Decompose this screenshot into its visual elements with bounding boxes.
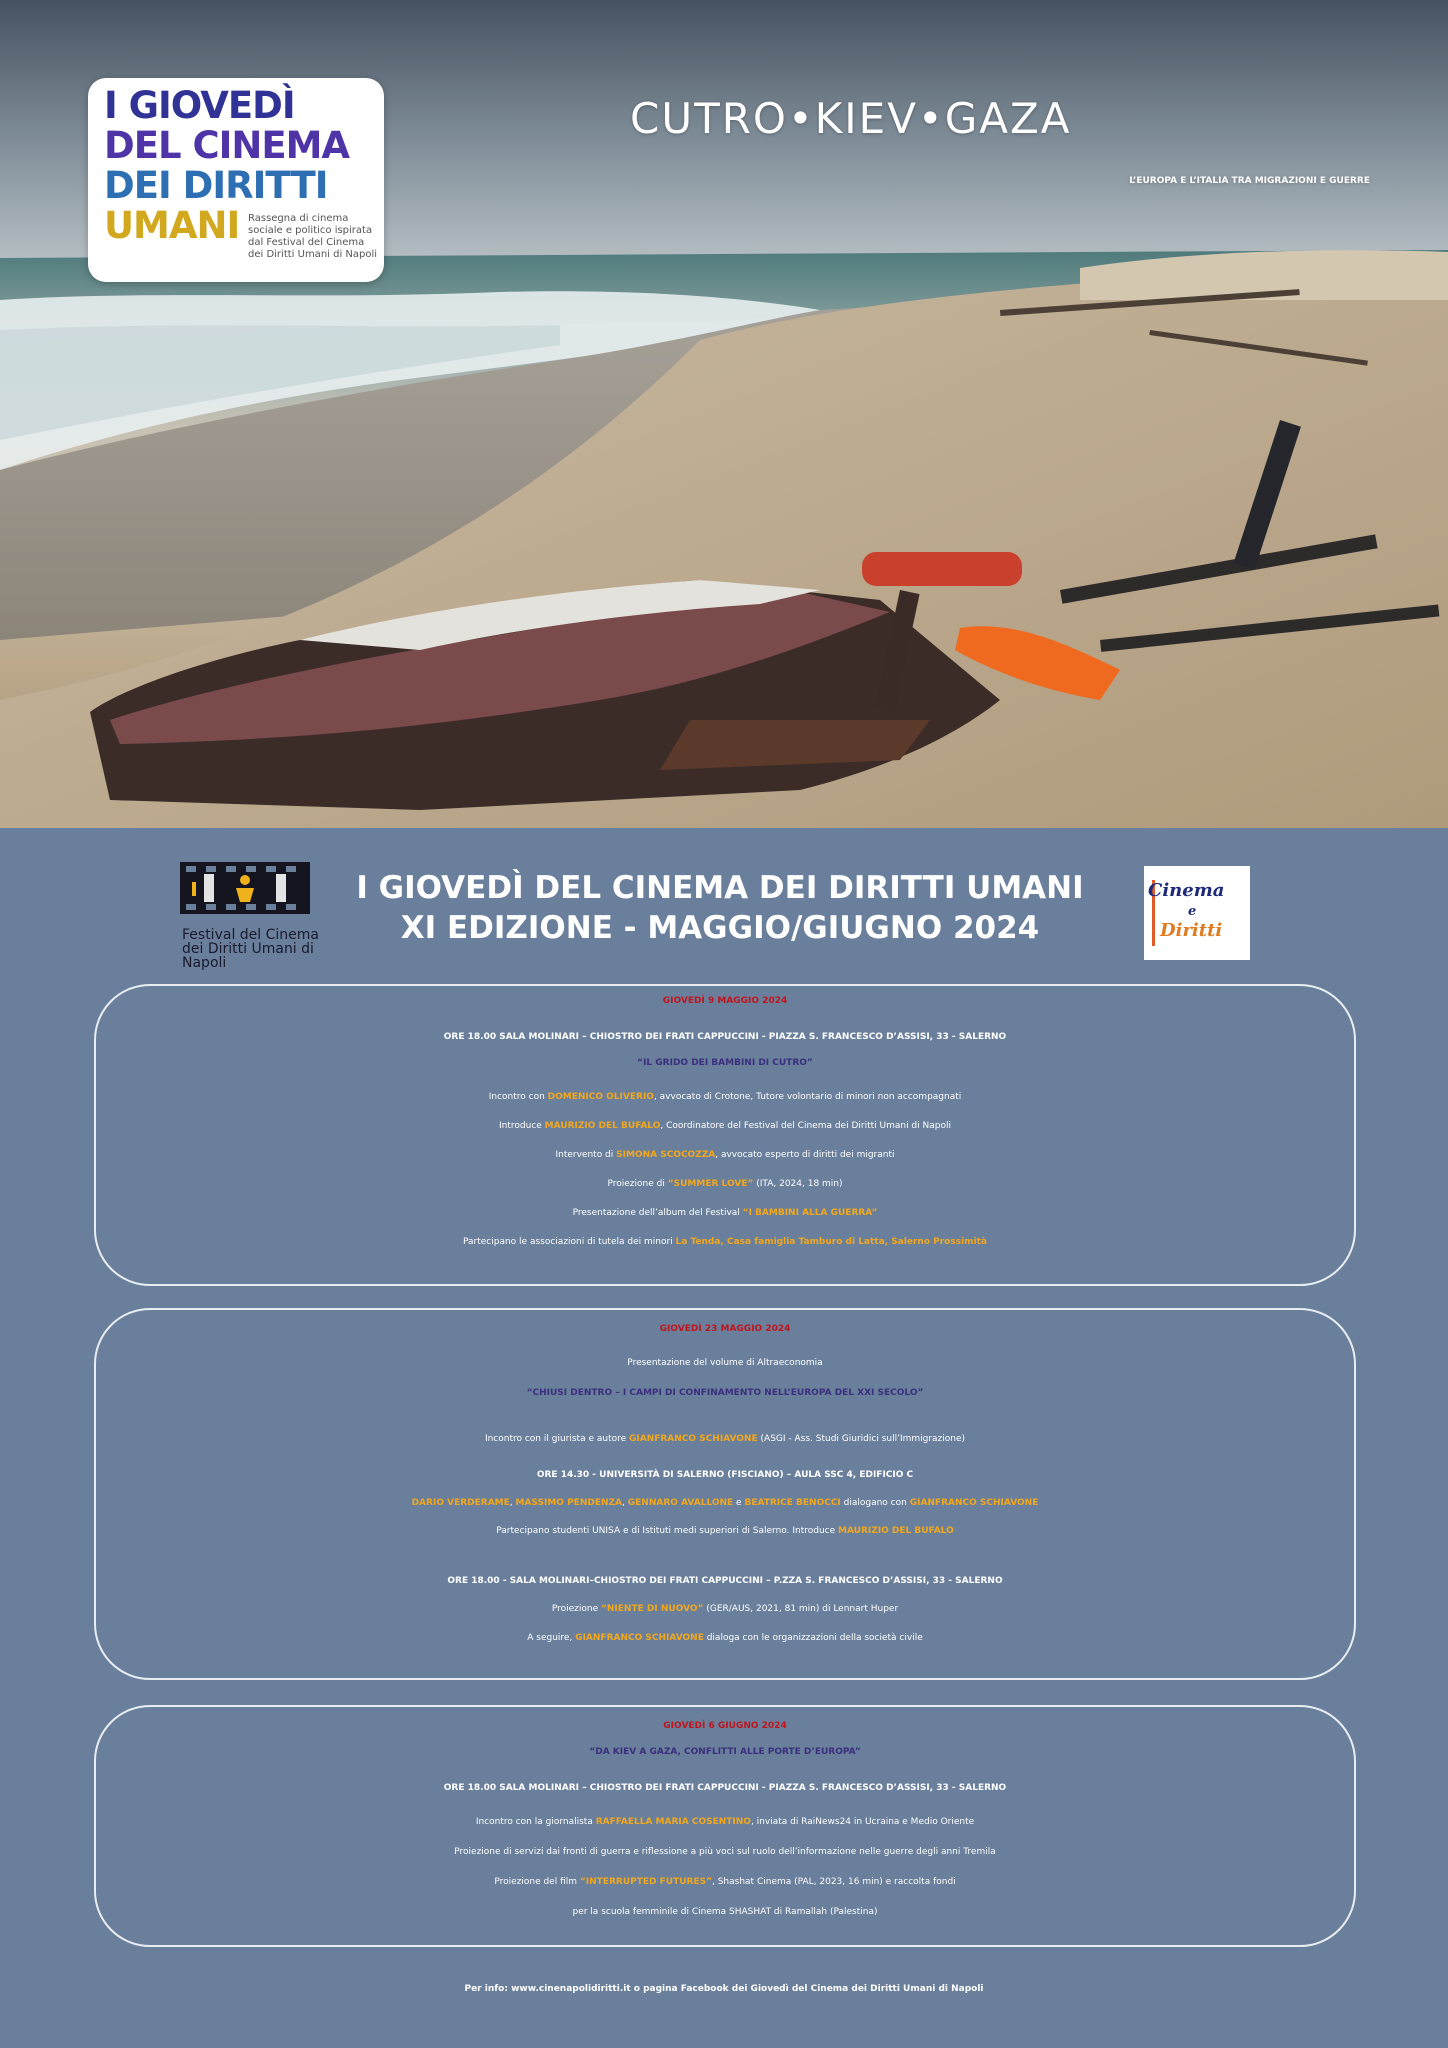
event-card-23-maggio	[94, 1308, 1356, 1680]
hero-subtitle: L’EUROPA E L’ITALIA TRA MIGRAZIONI E GUERRE	[1129, 176, 1370, 186]
logo-line-4: UMANI	[104, 204, 240, 247]
edition-heading	[330, 868, 1110, 948]
event-date: GIOVEDÌ 6 GIUGNO 2024	[663, 1721, 787, 1731]
event-date: GIOVEDÌ 9 MAGGIO 2024	[662, 996, 788, 1006]
cinema-diritti-line-1: Cinema	[1148, 880, 1225, 901]
event-line: Incontro con il giurista e autore GIANFRANCO SCHIAVONE (ASGI - Ass. Studi Giuridici sull’Immigrazione)	[484, 1434, 966, 1444]
info-footer: Per info: www.cinenapolidiritti.it o pagina Facebook dei Giovedì del Cinema dei Diritti Umani di Napoli	[464, 1984, 984, 1994]
event-title: “DA KIEV A GAZA, CONFLITTI ALLE PORTE D’EUROPA”	[589, 1747, 861, 1757]
event-venue: ORE 18.00 SALA MOLINARI – CHIOSTRO DEI FRATI CAPPUCCINI - PIAZZA S. FRANCESCO D’ASSISI, 33 - SALERNO	[443, 1032, 1007, 1042]
logo-line-1: I GIOVEDÌ	[104, 84, 295, 127]
speaker-name: DOMENICO OLIVERIO	[547, 1092, 654, 1102]
speaker-name: GIANFRANCO SCHIAVONE	[909, 1498, 1039, 1508]
event-venue: ORE 18.00 - SALA MOLINARI–CHIOSTRO DEI FRATI CAPPUCCINI – P.ZZA S. FRANCESCO D’ASSISI, 33 - SALERNO	[447, 1576, 1003, 1586]
speaker-name: GIANFRANCO SCHIAVONE	[629, 1434, 758, 1444]
event-line: Intervento di SIMONA SCOCOZZA, avvocato esperto di diritti dei migranti	[555, 1150, 895, 1160]
edition-line-1: I GIOVEDÌ DEL CINEMA DEI DIRITTI UMANI	[356, 870, 1084, 906]
cinema-diritti-logo	[1144, 866, 1250, 960]
event-card-9-maggio	[94, 984, 1356, 1286]
speaker-name: BEATRICE BENOCCI	[744, 1498, 841, 1508]
event-subtitle: Presentazione del volume di Altraeconomia	[627, 1358, 823, 1368]
speaker-name: MASSIMO PENDENZA	[515, 1498, 623, 1508]
festival-logo-text: Festival del Cinema dei Diritti Umani di Napoli	[182, 927, 319, 971]
associations: La Tenda, Casa famiglia Tamburo di Latta, Salerno Prossimità	[675, 1237, 987, 1247]
event-line: A seguire, GIANFRANCO SCHIAVONE dialoga con le organizzazioni della società civile	[527, 1633, 923, 1643]
cinema-diritti-line-3: Diritti	[1160, 920, 1223, 941]
event-line: Proiezione di “SUMMER LOVE” (ITA, 2024, 18 min)	[607, 1179, 843, 1189]
logo-line-3: DEI DIRITTI	[104, 164, 328, 207]
event-title: “IL GRIDO DEI BAMBINI DI CUTRO”	[637, 1058, 813, 1068]
cinema-diritti-line-2: e	[1188, 904, 1197, 919]
event-date: GIOVEDÌ 23 MAGGIO 2024	[659, 1324, 791, 1334]
film-name: “SUMMER LOVE”	[667, 1179, 754, 1189]
event-line: Proiezione “NIENTE DI NUOVO” (GER/AUS, 2021, 81 min) di Lennart Huper	[551, 1604, 899, 1614]
edition-line-2: XI EDIZIONE - MAGGIO/GIUGNO 2024	[400, 910, 1040, 946]
speaker-name: SIMONA SCOCOZZA	[616, 1150, 716, 1160]
album-name: “I BAMBINI ALLA GUERRA”	[742, 1208, 878, 1218]
film-name: “NIENTE DI NUOVO”	[600, 1604, 704, 1614]
event-line: Proiezione del film “INTERRUPTED FUTURES”, Shashat Cinema (PAL, 2023, 16 min) e raccolta fondi	[494, 1877, 956, 1887]
event-line: Partecipano le associazioni di tutela dei minori La Tenda, Casa famiglia Tamburo di Latta, Salerno Prossimità	[463, 1237, 987, 1247]
event-line: DARIO VERDERAME, MASSIMO PENDENZA, GENNARO AVALLONE e BEATRICE BENOCCI dialogano con GIANFRANCO SCHIAVONE	[411, 1498, 1039, 1508]
speaker-name: MAURIZIO DEL BUFALO	[544, 1121, 661, 1131]
event-line: Partecipano studenti UNISA e di Istituti medi superiori di Salerno. Introduce MAURIZIO DEL BUFALO	[496, 1526, 954, 1536]
giovedi-cinema-logo	[88, 78, 384, 282]
speaker-name: RAFFAELLA MARIA COSENTINO	[595, 1817, 751, 1827]
event-line: per la scuola femminile di Cinema SHASHAT di Ramallah (Palestina)	[572, 1907, 878, 1917]
speaker-name: MAURIZIO DEL BUFALO	[838, 1526, 954, 1536]
event-line: Incontro con la giornalista RAFFAELLA MARIA COSENTINO, inviata di RaiNews24 in Ucraina e Medio Oriente	[475, 1817, 975, 1827]
event-line: Introduce MAURIZIO DEL BUFALO, Coordinatore del Festival del Cinema dei Diritti Umani di Napoli	[499, 1121, 951, 1131]
event-title: “CHIUSI DENTRO – I CAMPI DI CONFINAMENTO NELL’EUROPA DEL XXI SECOLO”	[526, 1388, 924, 1398]
event-line: Presentazione dell’album del Festival “I BAMBINI ALLA GUERRA”	[572, 1208, 878, 1218]
speaker-name: GIANFRANCO SCHIAVONE	[575, 1633, 704, 1643]
event-line: Proiezione di servizi dai fronti di guerra e riflessione a più voci sul ruolo dell’informazione nelle guerre degli anni Tremila	[454, 1847, 996, 1857]
logo-line-2: DEL CINEMA	[104, 124, 350, 167]
event-card-6-giugno	[94, 1705, 1356, 1947]
hero-photo	[0, 0, 1448, 828]
film-name: “INTERRUPTED FUTURES”	[579, 1877, 712, 1887]
logo-note: Rassegna di cinema sociale e politico ispirata dal Festival del Cinema dei Diritti Umani di Napoli	[248, 213, 378, 260]
speaker-name: DARIO VERDERAME	[411, 1498, 510, 1508]
event-venue: ORE 18.00 SALA MOLINARI – CHIOSTRO DEI FRATI CAPPUCCINI - PIAZZA S. FRANCESCO D’ASSISI, 33 - SALERNO	[443, 1783, 1007, 1793]
speaker-name: GENNARO AVALLONE	[627, 1498, 734, 1508]
event-venue: ORE 14.30 - UNIVERSITÀ DI SALERNO (FISCIANO) – AULA SSC 4, EDIFICIO C	[536, 1470, 914, 1480]
hero-title: CUTRO•KIEV•GAZA	[630, 94, 1072, 143]
event-line: Incontro con DOMENICO OLIVERIO, avvocato di Crotone, Tutore volontario di minori non accompagnati	[488, 1092, 962, 1102]
